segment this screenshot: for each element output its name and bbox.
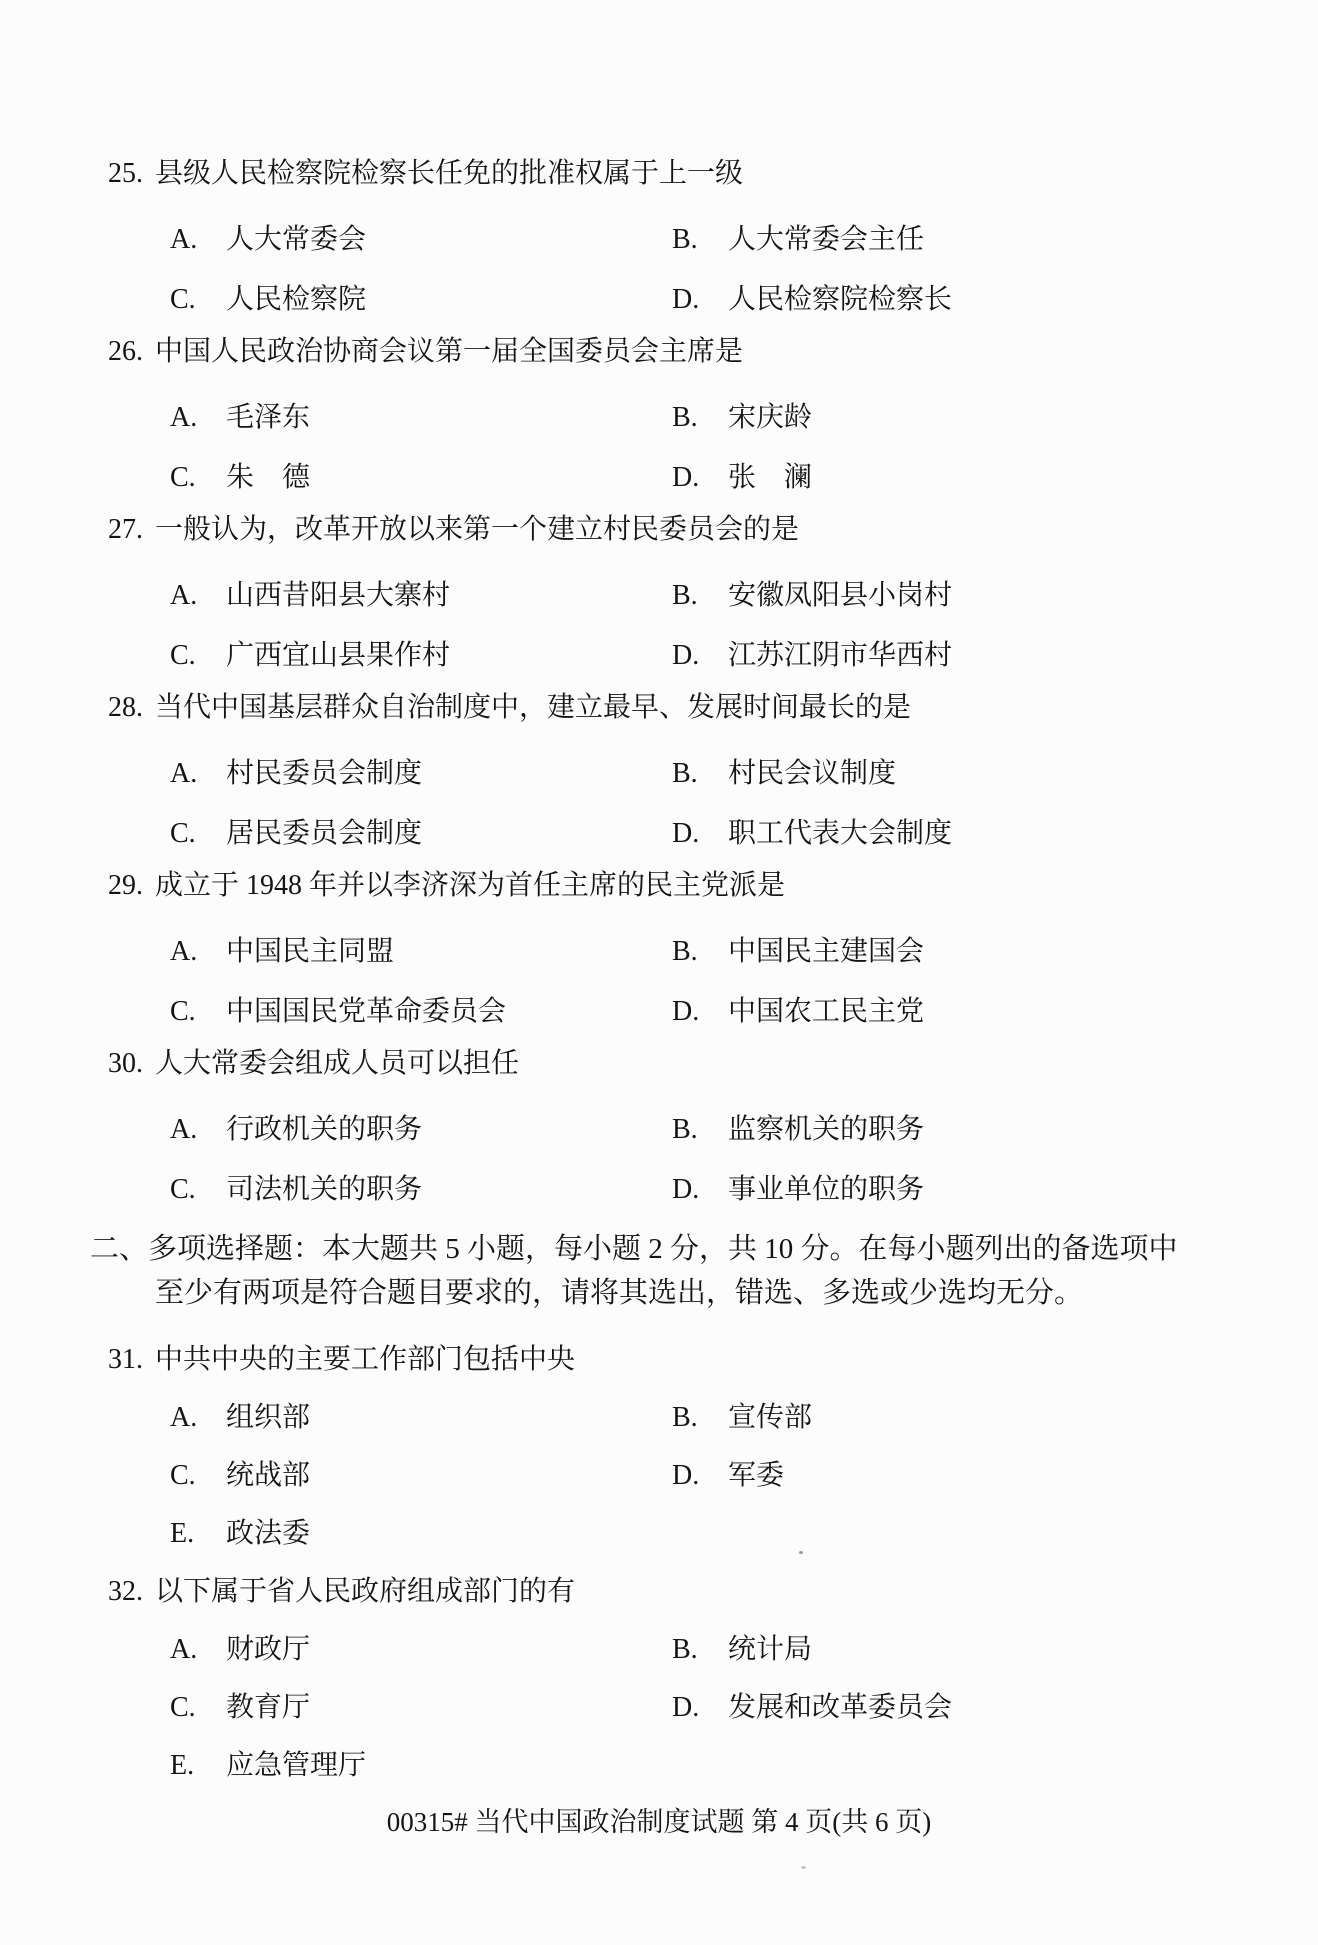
option-text: 中国国民党革命委员会 — [226, 996, 507, 1027]
option-row — [0, 1456, 1318, 1496]
option-label: C. — [170, 640, 196, 671]
option-text: 教育厅 — [226, 1692, 311, 1723]
option — [672, 1110, 924, 1150]
option — [672, 1456, 784, 1496]
option — [170, 1456, 672, 1496]
option-text: 政法委 — [226, 1518, 311, 1549]
option-row — [0, 398, 1318, 438]
option — [170, 1746, 672, 1786]
question-number: 25. — [108, 158, 143, 189]
option-row — [0, 1746, 1318, 1786]
option-label: C. — [170, 284, 196, 315]
option-label: C. — [170, 996, 196, 1027]
option — [170, 1110, 672, 1150]
option-text: 人大常委会 — [226, 224, 367, 255]
question-32 — [0, 1572, 1318, 1786]
option-label: D. — [672, 1174, 700, 1205]
section-2-heading — [0, 1227, 1318, 1315]
question-number: 31. — [108, 1344, 143, 1375]
option — [170, 932, 672, 972]
option-text: 统计局 — [728, 1634, 813, 1665]
question-stem-row — [0, 154, 1318, 194]
option-label: A. — [170, 402, 198, 433]
question-number: 32. — [108, 1576, 143, 1607]
question-stem-row — [0, 1572, 1318, 1612]
option-text: 人大常委会主任 — [728, 224, 925, 255]
question-stem-row — [0, 1044, 1318, 1084]
option-label: B. — [672, 758, 698, 789]
option — [170, 220, 672, 260]
section-heading-line-1: 二、多项选择题：本大题共 5 小题，每小题 2 分，共 10 分。在每小题列出的备选项中 — [90, 1233, 1178, 1265]
option — [170, 1688, 672, 1728]
option — [170, 1398, 672, 1438]
question-stem-row — [0, 866, 1318, 906]
option-label: D. — [672, 462, 700, 493]
option-label: A. — [170, 580, 198, 611]
option-text: 中国民主建国会 — [728, 936, 925, 967]
question-stem: 以下属于省人民政府组成部门的有 — [155, 1576, 576, 1607]
option — [170, 280, 672, 320]
option-text: 统战部 — [226, 1460, 311, 1491]
question-stem: 当代中国基层群众自治制度中，建立最早、发展时间最长的是 — [155, 692, 912, 723]
option-text: 组织部 — [226, 1402, 311, 1433]
question-number: 28. — [108, 692, 143, 723]
option — [672, 576, 952, 616]
question-26 — [0, 332, 1318, 498]
question-number: 27. — [108, 514, 143, 545]
option — [170, 458, 672, 498]
question-28 — [0, 688, 1318, 854]
option-row — [0, 1110, 1318, 1150]
option-row — [0, 932, 1318, 972]
option-label: B. — [672, 580, 698, 611]
option-label: C. — [170, 1692, 196, 1723]
page-footer: 00315# 当代中国政治制度试题 第 4 页(共 6 页) — [386, 1807, 932, 1837]
option-row — [0, 636, 1318, 676]
option — [672, 636, 952, 676]
option-label: D. — [672, 996, 700, 1027]
option — [672, 992, 924, 1032]
option — [672, 1398, 812, 1438]
option-label: A. — [170, 936, 198, 967]
option-label: B. — [672, 402, 698, 433]
option-row — [0, 458, 1318, 498]
question-stem: 成立于 1948 年并以李济深为首任主席的民主党派是 — [155, 870, 786, 901]
option-text: 广西宜山县果作村 — [226, 640, 451, 671]
question-stem: 中共中央的主要工作部门包括中央 — [155, 1344, 576, 1375]
option-label: D. — [672, 818, 700, 849]
option — [170, 398, 672, 438]
option-label: A. — [170, 224, 198, 255]
option-text: 财政厅 — [226, 1634, 311, 1665]
option-label: A. — [170, 1114, 198, 1145]
option-row — [0, 754, 1318, 794]
option-text: 中国农工民主党 — [728, 996, 925, 1027]
question-31 — [0, 1340, 1318, 1554]
option-label: E. — [170, 1750, 195, 1781]
option-text: 居民委员会制度 — [226, 818, 423, 849]
option-text: 事业单位的职务 — [728, 1174, 925, 1205]
option-label: D. — [672, 284, 700, 315]
option-label: D. — [672, 640, 700, 671]
question-stem: 中国人民政治协商会议第一届全国委员会主席是 — [155, 336, 744, 367]
option-text: 中国民主同盟 — [226, 936, 395, 967]
option-label: D. — [672, 1460, 700, 1491]
option-row — [0, 1398, 1318, 1438]
option-label: A. — [170, 1402, 198, 1433]
option-text: 行政机关的职务 — [226, 1114, 423, 1145]
option — [170, 1630, 672, 1670]
option-text: 发展和改革委员会 — [728, 1692, 953, 1723]
option — [672, 220, 924, 260]
question-stem-row — [0, 688, 1318, 728]
question-stem-row — [0, 332, 1318, 372]
question-25 — [0, 154, 1318, 320]
option-text: 张 澜 — [728, 462, 813, 493]
section-heading-line-2: 至少有两项是符合题目要求的，请将其选出，错选、多选或少选均无分。 — [155, 1277, 1084, 1309]
option — [170, 814, 672, 854]
option-text: 监察机关的职务 — [728, 1114, 925, 1145]
option-text: 毛泽东 — [226, 402, 311, 433]
option-text: 军委 — [728, 1460, 785, 1491]
option — [170, 992, 672, 1032]
option-text: 人民检察院 — [226, 284, 367, 315]
question-number: 30. — [108, 1048, 143, 1079]
option — [672, 1630, 812, 1670]
option-text: 应急管理厅 — [226, 1750, 367, 1781]
option-text: 宋庆龄 — [728, 402, 813, 433]
question-29 — [0, 866, 1318, 1032]
option-row — [0, 220, 1318, 260]
option-label: C. — [170, 1460, 196, 1491]
question-stem: 一般认为，改革开放以来第一个建立村民委员会的是 — [155, 514, 800, 545]
option-label: C. — [170, 1174, 196, 1205]
option — [170, 576, 672, 616]
option — [672, 1170, 924, 1210]
option-label: A. — [170, 758, 198, 789]
option — [672, 1688, 952, 1728]
option-label: B. — [672, 1402, 698, 1433]
option — [672, 398, 812, 438]
option — [170, 1514, 672, 1554]
option-row — [0, 576, 1318, 616]
option-label: B. — [672, 224, 698, 255]
option — [672, 754, 896, 794]
option-text: 村民会议制度 — [728, 758, 897, 789]
option-label: E. — [170, 1518, 195, 1549]
option-text: 朱 德 — [226, 462, 311, 493]
option-row — [0, 1514, 1318, 1554]
option-text: 司法机关的职务 — [226, 1174, 423, 1205]
question-27 — [0, 510, 1318, 676]
question-stem-row — [0, 1340, 1318, 1380]
option — [672, 280, 952, 320]
option — [170, 754, 672, 794]
option-text: 宣传部 — [728, 1402, 813, 1433]
question-number: 26. — [108, 336, 143, 367]
option-label: D. — [672, 1692, 700, 1723]
option-label: B. — [672, 1114, 698, 1145]
question-stem-row — [0, 510, 1318, 550]
option-text: 安徽凤阳县小岗村 — [728, 580, 953, 611]
scan-speck — [801, 1866, 806, 1869]
option-label: B. — [672, 1634, 698, 1665]
question-stem: 人大常委会组成人员可以担任 — [155, 1048, 520, 1079]
option — [672, 932, 924, 972]
option — [672, 458, 812, 498]
option-text: 职工代表大会制度 — [728, 818, 953, 849]
option-text: 人民检察院检察长 — [728, 284, 953, 315]
option-label: C. — [170, 818, 196, 849]
option-label: C. — [170, 462, 196, 493]
scan-speck — [799, 1551, 803, 1554]
option — [170, 1170, 672, 1210]
option — [170, 636, 672, 676]
option-label: A. — [170, 1634, 198, 1665]
question-stem: 县级人民检察院检察长任免的批准权属于上一级 — [155, 158, 744, 189]
option-row — [0, 1688, 1318, 1728]
option-text: 村民委员会制度 — [226, 758, 423, 789]
option-text: 江苏江阴市华西村 — [728, 640, 953, 671]
option — [672, 814, 952, 854]
option-row — [0, 1170, 1318, 1210]
question-number: 29. — [108, 870, 143, 901]
option-label: B. — [672, 936, 698, 967]
option-row — [0, 814, 1318, 854]
option-row — [0, 992, 1318, 1032]
option-row — [0, 280, 1318, 320]
option-text: 山西昔阳县大寨村 — [226, 580, 451, 611]
option-row — [0, 1630, 1318, 1670]
question-30 — [0, 1044, 1318, 1210]
